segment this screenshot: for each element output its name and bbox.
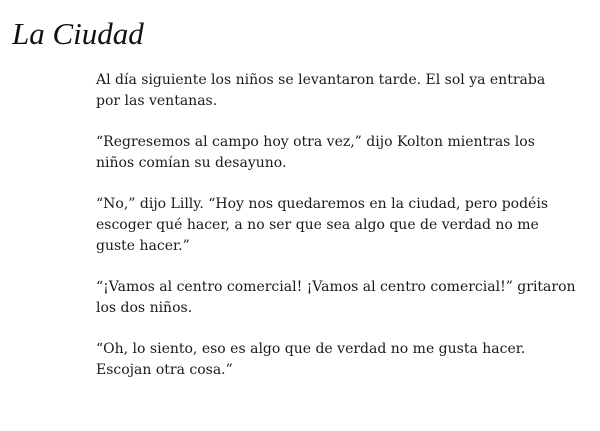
text-line: los dos niños. (96, 300, 193, 316)
text-line: “Oh, lo siento, eso es algo que de verdad no me gusta hacer. (96, 341, 526, 357)
paragraph-5 (96, 339, 566, 381)
text-line: Escojan otra cosa.” (96, 362, 233, 378)
text-line: escoger qué hacer, a no ser que sea algo que de verdad no me (96, 217, 539, 233)
text-line: “¡Vamos al centro comercial! ¡Vamos al centro comercial!” gritaron (96, 279, 576, 295)
chapter-title: La Ciudad (12, 16, 144, 51)
text-line: Al día siguiente los niños se levantaron tarde. El sol ya entraba (96, 72, 546, 88)
paragraph-4 (96, 277, 576, 319)
paragraph-1 (96, 70, 566, 112)
text-line: niños comían su desayuno. (96, 155, 287, 171)
text-line: “Regresemos al campo hoy otra vez,” dijo Kolton mientras los (96, 134, 535, 150)
paragraph-3 (96, 194, 566, 257)
text-line: “No,” dijo Lilly. “Hoy nos quedaremos en la ciudad, pero podéis (96, 196, 549, 212)
text-line: por las ventanas. (96, 93, 218, 109)
story-text (96, 70, 576, 401)
paragraph-2 (96, 132, 566, 174)
text-line: guste hacer.” (96, 238, 190, 254)
